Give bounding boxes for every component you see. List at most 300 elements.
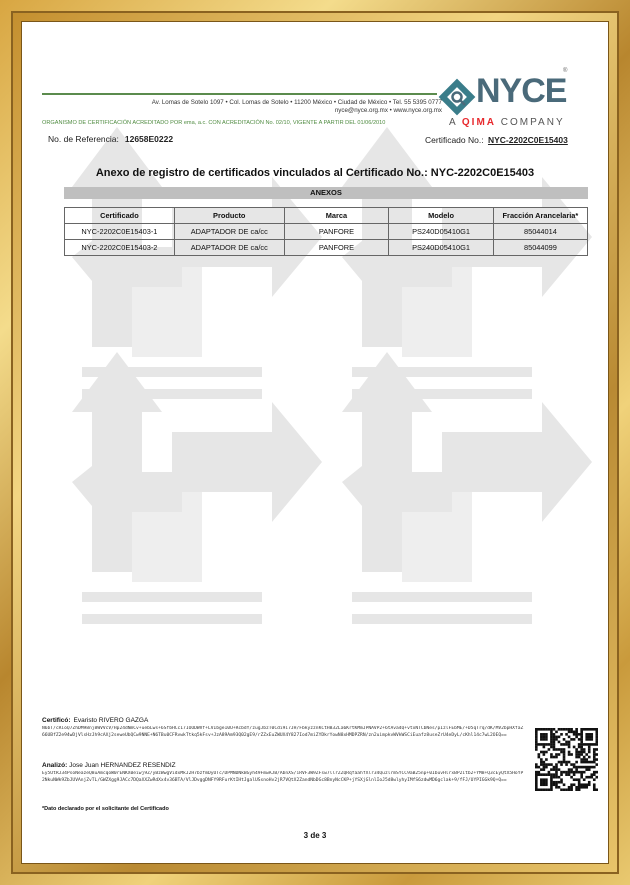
qr-module: [590, 766, 593, 769]
qr-module: [570, 763, 573, 766]
qr-module: [555, 756, 558, 759]
table-cell: PS240D05410G1: [389, 240, 494, 256]
qr-module: [573, 738, 576, 741]
qr-module: [580, 776, 583, 779]
qr-module: [543, 746, 546, 749]
qr-module: [565, 761, 568, 764]
qr-module: [565, 733, 568, 736]
qr-module: [563, 788, 566, 791]
qr-module: [568, 731, 571, 734]
qr-module: [543, 778, 546, 781]
column-header: Fracción Arancelaria*: [493, 208, 587, 224]
reference-label: No. de Referencia:: [48, 134, 119, 144]
qr-module: [553, 736, 556, 739]
analyzed-by-name: Jose Juan HERNANDEZ RESENDIZ: [69, 762, 176, 769]
registered-mark: ®: [563, 68, 568, 74]
qr-module: [555, 736, 558, 739]
qr-module: [543, 728, 546, 731]
qr-module: [578, 783, 581, 786]
qr-module: [595, 771, 598, 774]
qr-module: [580, 746, 583, 749]
qr-module: [540, 758, 543, 761]
qr-module: [575, 766, 578, 769]
qr-module: [550, 786, 553, 789]
qr-module: [538, 771, 541, 774]
qr-module: [545, 773, 548, 776]
qr-module: [580, 758, 583, 761]
qr-module: [535, 748, 538, 751]
qr-module: [558, 761, 561, 764]
qr-module: [573, 746, 576, 749]
qr-module: [545, 738, 548, 741]
address-line-1: Av. Lomas de Sotelo 1097 • Col. Lomas de Sotelo • 11200 México • Ciudad de México • Tel. 55 5395 0777: [151, 99, 442, 106]
qr-module: [593, 728, 596, 731]
qr-module: [595, 741, 598, 744]
column-header: Modelo: [389, 208, 494, 224]
qr-module: [560, 773, 563, 776]
qr-module: [540, 751, 543, 754]
qr-module: [553, 781, 556, 784]
qr-module: [568, 728, 571, 731]
qr-module: [550, 753, 553, 756]
qr-module: [543, 736, 546, 739]
qr-module: [578, 733, 581, 736]
qr-module: [540, 736, 543, 739]
qr-module: [568, 746, 571, 749]
qr-module: [583, 756, 586, 759]
qr-module: [590, 773, 593, 776]
qr-module: [563, 758, 566, 761]
qr-module: [593, 786, 596, 789]
table-cell: PS240D05410G1: [389, 224, 494, 240]
qr-module: [555, 766, 558, 769]
qr-module: [585, 758, 588, 761]
qr-module: [570, 783, 573, 786]
qr-module: [580, 738, 583, 741]
qr-module: [588, 738, 591, 741]
qr-module: [573, 733, 576, 736]
qr-module: [595, 753, 598, 756]
qr-module: [588, 756, 591, 759]
document-title: Anexo de registro de certificados vinculados al Certificado No.: NYC-2202C0E15403: [95, 167, 535, 179]
qr-module: [595, 728, 598, 731]
qr-module: [535, 733, 538, 736]
qr-module: [570, 771, 573, 774]
qr-module: [560, 763, 563, 766]
qr-module: [550, 733, 553, 736]
qr-module: [535, 746, 538, 749]
qr-module: [560, 733, 563, 736]
qr-module: [548, 728, 551, 731]
qr-module: [595, 758, 598, 761]
qr-module: [535, 763, 538, 766]
qr-module: [593, 788, 596, 791]
qr-module: [545, 743, 548, 746]
qr-module: [535, 743, 538, 746]
qr-module: [550, 731, 553, 734]
qr-module: [558, 753, 561, 756]
qr-module: [563, 761, 566, 764]
qr-module: [570, 738, 573, 741]
qr-module: [548, 748, 551, 751]
qr-module: [590, 776, 593, 779]
qr-module: [575, 761, 578, 764]
qr-module: [558, 768, 561, 771]
qr-module: [538, 766, 541, 769]
certificate-label: Certificado No.:: [425, 135, 484, 145]
qr-module: [535, 771, 538, 774]
qr-module: [565, 728, 568, 731]
qr-module: [543, 783, 546, 786]
qr-module: [553, 776, 556, 779]
qr-module: [538, 753, 541, 756]
qr-module: [555, 738, 558, 741]
qr-module: [573, 771, 576, 774]
qr-module: [563, 738, 566, 741]
qr-module: [543, 773, 546, 776]
reference-number: [48, 134, 173, 144]
qr-module: [558, 776, 561, 779]
qr-module: [590, 738, 593, 741]
table-cell: ADAPTADOR DE ca/cc: [174, 224, 284, 240]
annex-header-bar: ANEXOS: [64, 187, 588, 199]
qr-module: [540, 761, 543, 764]
reference-value: 12658E0222: [124, 134, 174, 144]
qr-module: [593, 773, 596, 776]
qr-module: [565, 763, 568, 766]
qr-module: [550, 788, 553, 791]
qr-module: [580, 761, 583, 764]
qr-module: [540, 768, 543, 771]
qr-module: [560, 743, 563, 746]
qr-module: [555, 773, 558, 776]
qr-module: [535, 773, 538, 776]
header-rule: [42, 93, 437, 95]
table-cell: PANFORE: [284, 224, 389, 240]
qr-module: [550, 728, 553, 731]
qr-module: [543, 766, 546, 769]
qr-module: [555, 783, 558, 786]
qr-module: [588, 776, 591, 779]
qr-module: [540, 728, 543, 731]
qr-module: [575, 736, 578, 739]
qr-module: [575, 768, 578, 771]
qr-module: [558, 728, 561, 731]
tagline-suffix: COMPANY: [500, 117, 565, 128]
qr-module: [568, 761, 571, 764]
qr-module: [535, 781, 538, 784]
qr-module: [548, 771, 551, 774]
qr-module: [595, 776, 598, 779]
qr-module: [553, 783, 556, 786]
qr-module: [583, 728, 586, 731]
qr-module: [558, 736, 561, 739]
qr-module: [540, 781, 543, 784]
qr-module: [578, 781, 581, 784]
qr-module: [593, 751, 596, 754]
qr-module: [588, 733, 591, 736]
qr-module: [588, 728, 591, 731]
qr-module: [563, 728, 566, 731]
qr-module: [540, 788, 543, 791]
qr-module: [553, 743, 556, 746]
qr-module: [578, 738, 581, 741]
qr-module: [550, 743, 553, 746]
qr-module: [575, 751, 578, 754]
qr-module: [563, 756, 566, 759]
qr-module: [590, 733, 593, 736]
qr-module: [538, 743, 541, 746]
qr-module: [588, 768, 591, 771]
qr-module: [563, 743, 566, 746]
qr-module: [563, 751, 566, 754]
qr-module: [550, 778, 553, 781]
qr-module: [573, 766, 576, 769]
qr-module: [575, 771, 578, 774]
qr-module: [568, 788, 571, 791]
qr-module: [588, 736, 591, 739]
qr-module: [558, 748, 561, 751]
qr-module: [555, 731, 558, 734]
qr-module: [578, 753, 581, 756]
qr-module: [573, 783, 576, 786]
qr-module: [568, 743, 571, 746]
qr-module: [575, 756, 578, 759]
qr-module: [558, 741, 561, 744]
qr-module: [553, 748, 556, 751]
address-line-2: nyce@nyce.org.mx • www.nyce.org.mx: [334, 107, 442, 115]
qr-module: [568, 751, 571, 754]
qr-module: [548, 773, 551, 776]
qr-module: [585, 768, 588, 771]
qr-module: [535, 731, 538, 734]
qr-module: [535, 786, 538, 789]
qr-module: [553, 741, 556, 744]
qr-module: [593, 766, 596, 769]
qr-module: [565, 741, 568, 744]
qr-module: [538, 756, 541, 759]
qr-module: [553, 738, 556, 741]
qr-module: [580, 748, 583, 751]
table-cell: ADAPTADOR DE ca/cc: [174, 240, 284, 256]
qr-module: [543, 763, 546, 766]
qr-module: [563, 771, 566, 774]
qr-module: [585, 743, 588, 746]
qr-module: [538, 788, 541, 791]
qr-module: [545, 736, 548, 739]
qr-module: [540, 738, 543, 741]
qr-module: [595, 743, 598, 746]
qr-module: [538, 773, 541, 776]
qr-module: [545, 778, 548, 781]
qr-module: [595, 736, 598, 739]
qr-module: [553, 768, 556, 771]
qr-module: [568, 741, 571, 744]
qr-module: [535, 776, 538, 779]
qr-module: [578, 771, 581, 774]
qr-module: [550, 741, 553, 744]
gold-frame-inner: [11, 11, 619, 874]
qr-module: [578, 778, 581, 781]
qr-module: [580, 753, 583, 756]
annex-table: [64, 207, 588, 256]
qr-module: [560, 761, 563, 764]
qr-module: [535, 778, 538, 781]
qr-module: [588, 783, 591, 786]
qr-module: [553, 746, 556, 749]
qr-module: [540, 733, 543, 736]
qr-module: [555, 753, 558, 756]
qr-module: [570, 788, 573, 791]
qr-module: [585, 738, 588, 741]
qr-module: [580, 728, 583, 731]
qr-module: [560, 748, 563, 751]
qr-module: [540, 773, 543, 776]
qr-module: [553, 728, 556, 731]
qr-module: [553, 766, 556, 769]
qr-module: [545, 788, 548, 791]
qr-module: [568, 773, 571, 776]
qr-module: [543, 751, 546, 754]
qr-module: [568, 786, 571, 789]
qr-module: [588, 761, 591, 764]
certified-by: [42, 717, 148, 724]
table-row: [65, 240, 588, 256]
qr-module: [550, 756, 553, 759]
qr-module: [558, 786, 561, 789]
qr-module: [585, 728, 588, 731]
table-cell: NYC-2202C0E15403-2: [65, 240, 175, 256]
qr-module: [555, 776, 558, 779]
qr-module: [560, 751, 563, 754]
qr-module: [535, 783, 538, 786]
qr-module: [573, 778, 576, 781]
qr-module: [593, 743, 596, 746]
digital-signature-1: N6bT/cRioQ7ZhDM98nj8WVVcV/Hp24dNmCv+uebLws+6SfbHCc17IOODWVf+LVIbge10U+RcbdY/zugJbzT0Cdi9i7JH/FbkyzznKCtH832La6KrtKMmJPNAVP2+6tAva4Q+vtxNTCbNes/pIzlFEbME/+D5qTrq/dK/MV2bpHXfaZ66UBfZ2e94wDjVlsHzJh9cAXj2seweUbQCw9NNE+N6TBu0CFRvwkTtkq5kFsv+JzA89Am93Q02gE9/rZZxEuZWUX4Y827Iod7miZYDkrYowN8xHMDPZRN/zn2uimpkvWVkWSCiEuafz8useZrU4eDyL/cKhl14c7wL2OEQ==: [42, 726, 524, 738]
qr-module: [543, 738, 546, 741]
qr-module: [543, 743, 546, 746]
qr-module: [535, 736, 538, 739]
qr-module: [540, 743, 543, 746]
qr-module: [570, 728, 573, 731]
qr-module: [550, 773, 553, 776]
qr-module: [580, 741, 583, 744]
certified-by-label: Certificó:: [42, 717, 71, 724]
qr-module: [543, 788, 546, 791]
qr-module: [565, 773, 568, 776]
qr-module: [575, 753, 578, 756]
digital-signature-2: Ey5UtRJ34PsoNeazeQ8uAmcqoW0rENKX0eiwj9Z/yBzWwgVidxMkJ2H7bzfmDyUTc/DPMNDNkBGyh49FmwAJB/AbnXS/iRVF3W9ZFsw7llrZZQRqfaahfXlr34QuzlrmSYCC9aB25np+0IbuvHlrxBP2itb2+YM8+Q3cEyQtX5HoYP2NkuNWk9ZbJUVAnjZvTL/GWZXgg9JACc7DQaXXZwRdXx4v36BTA/VlJDvggDNFY9RFurKtIHtJgalUSsnoHv2jR7VQtX2ZandNbDGc8BnyNcCKP+jYSXjGlnlIoJ5d8wlyhyIMfS6zdwMD6gclak+9/fFJ/UYPIGGk9Q+Q==: [42, 771, 524, 783]
qr-module: [578, 788, 581, 791]
qr-module: [578, 743, 581, 746]
qr-module: [550, 736, 553, 739]
qr-module: [593, 753, 596, 756]
qr-module: [580, 733, 583, 736]
qr-module: [555, 771, 558, 774]
qr-module: [535, 728, 538, 731]
footnote: *Dato declarado por el solicitante del Certificado: [42, 806, 169, 812]
certified-by-name: Evaristo RIVERO GAZGA: [73, 717, 149, 724]
qr-module: [555, 763, 558, 766]
qr-module: [588, 781, 591, 784]
qr-module: [545, 758, 548, 761]
qr-module: [583, 786, 586, 789]
qr-module: [545, 763, 548, 766]
qr-module: [535, 738, 538, 741]
qr-module: [575, 786, 578, 789]
qr-module: [590, 728, 593, 731]
qr-module: [585, 783, 588, 786]
qr-module: [585, 766, 588, 769]
qr-module: [550, 746, 553, 749]
qr-module: [583, 778, 586, 781]
qr-module: [588, 748, 591, 751]
qr-module: [565, 788, 568, 791]
qr-module: [580, 786, 583, 789]
qr-module: [590, 736, 593, 739]
qr-module: [578, 756, 581, 759]
qr-module: [585, 776, 588, 779]
qr-module: [593, 758, 596, 761]
qr-module: [560, 778, 563, 781]
page-number: 3 de 3: [303, 831, 327, 840]
qr-module: [578, 766, 581, 769]
header-address: [42, 99, 442, 116]
qr-module: [555, 786, 558, 789]
qr-module: [550, 738, 553, 741]
qr-module: [545, 728, 548, 731]
qr-module: [580, 766, 583, 769]
qr-module: [558, 781, 561, 784]
qr-module: [595, 738, 598, 741]
qr-module: [583, 771, 586, 774]
qr-module: [568, 771, 571, 774]
qr-module: [580, 736, 583, 739]
qr-module: [570, 768, 573, 771]
qr-module: [583, 758, 586, 761]
qr-module: [563, 783, 566, 786]
qr-module: [553, 756, 556, 759]
qr-module: [578, 746, 581, 749]
qr-module: [583, 761, 586, 764]
qr-module: [578, 786, 581, 789]
qr-module: [548, 743, 551, 746]
column-header: Producto: [174, 208, 284, 224]
column-header: Marca: [284, 208, 389, 224]
qr-module: [543, 768, 546, 771]
qr-module: [580, 783, 583, 786]
qr-module: [538, 728, 541, 731]
qr-module: [590, 761, 593, 764]
qr-module: [545, 766, 548, 769]
qr-module: [570, 753, 573, 756]
qr-module: [565, 743, 568, 746]
qr-module: [593, 756, 596, 759]
table-header-row: [65, 208, 588, 224]
qr-module: [555, 781, 558, 784]
qr-module: [588, 746, 591, 749]
qr-module: [575, 728, 578, 731]
qr-module: [570, 786, 573, 789]
qr-module: [588, 743, 591, 746]
qr-module: [543, 761, 546, 764]
qr-module: [575, 778, 578, 781]
qr-module: [595, 731, 598, 734]
qr-module: [550, 763, 553, 766]
qr-module: [548, 788, 551, 791]
qr-module: [595, 763, 598, 766]
qr-module: [593, 778, 596, 781]
